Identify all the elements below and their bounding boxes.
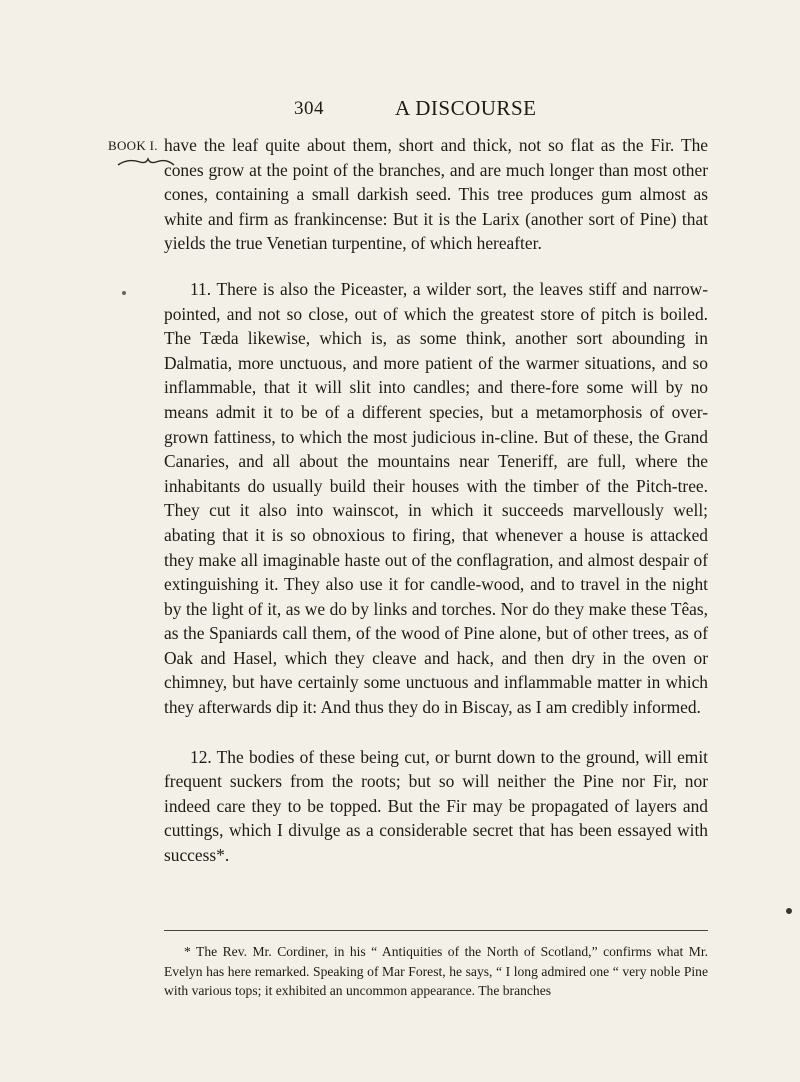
print-speck — [786, 908, 792, 914]
margin-note: BOOK I. — [108, 138, 158, 153]
running-head — [0, 98, 800, 128]
footnote-rule — [164, 930, 708, 931]
paragraph-12: 12. The bodies of these being cut, or burnt down to the ground, will emit frequent suckers from the roots; but so will neither the Pine nor Fir, nor indeed care they to be topped. But the Fir may be propagated of layers and cuttings, which I divulge as a considerable secret that has been essayed with success*. — [164, 746, 708, 866]
print-speck — [122, 291, 126, 295]
paragraph-continuation: have the leaf quite about them, short and thick, not so flat as the Fir. The cones grow at the point of the branches, and are much longer than most other cones, containing a small darkish seed. This tree produces gum almost as white and firm as frankincense: But it is the Larix (another sort of Pine) that yields the true Venetian turpentine, of which hereafter. — [164, 135, 708, 254]
footnote: * The Rev. Mr. Cordiner, in his “ Antiquities of the North of Scotland,” confirms what Mr. Evelyn has here remarked. Speaking of Mar Forest, he says, “ I long admired one “ very noble Pine with various tops; it exhibited an uncommon appearance. The branches — [164, 944, 708, 998]
body-text — [164, 133, 708, 868]
paragraph-11: 11. There is also the Piceaster, a wilder sort, the leaves stiff and narrow-pointed, and not so close, out of which the greatest store of pitch is boiled. The Tæda likewise, which is, as some think, another sort abounding in Dalmatia, more unctuous, and more patient of the warmer situations, and so inflammable, that it will slit into candles; and there-fore some will by no means admit it to be of a different species, but a metamorphosis of over-grown fattiness, to which the most judicious in-cline. But of these, the Grand Canaries, and all about the mountains near Teneriff, are full, where the inhabitants do usually build their houses with the timber of the Pitch-tree. They cut it also into wainscot, in which it succeeds marvellously well; abating that it is so obnoxious to firing, that whenever a house is attacked they make all imaginable haste out of the conflagration, and almost despair of extinguishing it. They also use it for candle-wood, and to travel in the night by the light of it, as we do by links and torches. Nor do they make these Têas, as the Spaniards call them, of the wood of Pine alone, but of other trees, as of Oak and Hasel, which they cleave and hack, and then dry in the oven or chimney, but have certainly some unctuous and inflammable matter in which they afterwards dip it: And thus they do in Biscay, as I am credibly informed. — [164, 278, 708, 718]
page-number: 304 — [294, 98, 324, 119]
running-title: A DISCOURSE — [395, 96, 537, 120]
